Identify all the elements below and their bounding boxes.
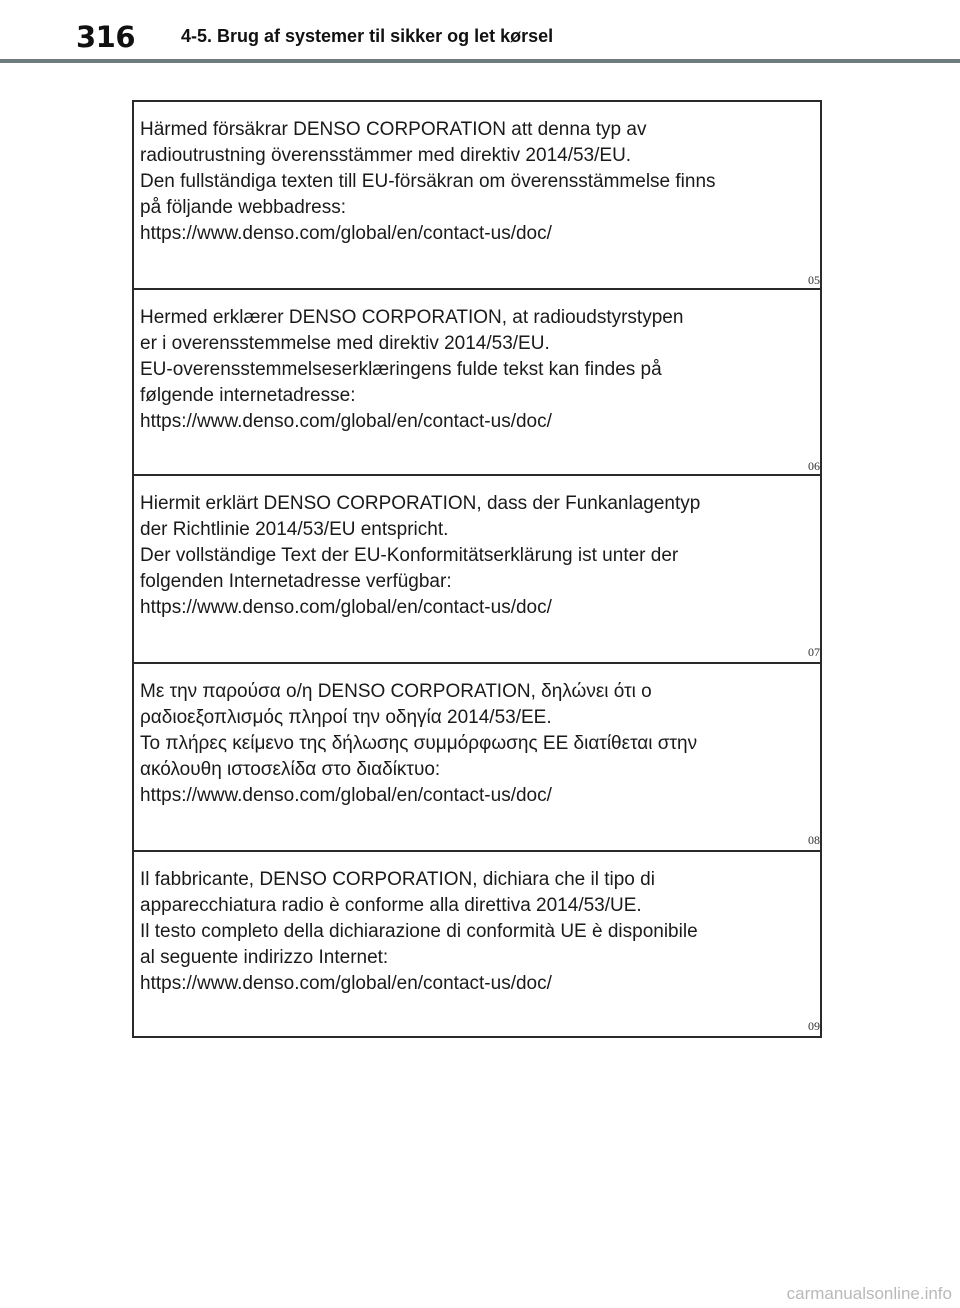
declaration-line: Der vollständige Text der EU-Konformitätserklärung ist unter der [140,545,679,566]
declaration-code: 07 [808,645,820,659]
declaration-text [140,491,810,621]
declaration-url: https://www.denso.com/global/en/contact-us/doc/ [140,597,552,618]
declaration-line: al seguente indirizzo Internet: [140,947,389,968]
declaration-line: apparecchiatura radio è conforme alla direttiva 2014/53/UE. [140,895,642,916]
declaration-box-danish [134,288,820,476]
declaration-url: https://www.denso.com/global/en/contact-us/doc/ [140,223,552,244]
declaration-line: radioutrustning överensstämmer med direktiv 2014/53/EU. [140,145,632,166]
declaration-code: 09 [808,1019,820,1033]
declaration-box-swedish [134,102,820,290]
declaration-url: https://www.denso.com/global/en/contact-us/doc/ [140,785,552,806]
declaration-box-italian [134,850,820,1036]
declarations-frame [132,100,822,1038]
declaration-line: Il fabbricante, DENSO CORPORATION, dichiara che il tipo di [140,869,655,890]
declaration-line: Hiermit erklärt DENSO CORPORATION, dass der Funkanlagentyp [140,493,701,514]
declaration-line: Το πλήρες κείμενο της δήλωσης συμμόρφωσης ΕΕ διατίθεται στην [140,733,698,754]
declaration-url: https://www.denso.com/global/en/contact-us/doc/ [140,411,552,432]
header-rule [0,59,960,63]
declaration-code: 06 [808,459,820,473]
declaration-text [140,117,810,247]
declaration-line: på följande webbadress: [140,197,346,218]
declaration-line: ακόλουθη ιστοσελίδα στο διαδίκτυο: [140,759,441,780]
declaration-code: 08 [808,833,820,847]
declaration-line: EU-overensstemmelseserklæringens fulde tekst kan findes på [140,359,662,380]
declaration-line: følgende internetadresse: [140,385,356,406]
declaration-line: Den fullständiga texten till EU-försäkran om överensstämmelse finns [140,171,716,192]
declaration-line: ραδιοεξοπλισμός πληροί την οδηγία 2014/53/ΕΕ. [140,707,552,728]
declaration-line: Härmed försäkrar DENSO CORPORATION att denna typ av [140,119,647,140]
declaration-text [140,305,810,435]
declaration-text [140,679,810,809]
watermark: carmanualsonline.info [786,1284,952,1303]
declaration-line: er i overensstemmelse med direktiv 2014/53/EU. [140,333,550,354]
declaration-line: folgenden Internetadresse verfügbar: [140,571,452,592]
page-number: 316 [76,20,136,54]
declaration-box-greek [134,662,820,850]
declaration-line: Hermed erklærer DENSO CORPORATION, at radioudstyrstypen [140,307,684,328]
declaration-box-german [134,474,820,662]
declaration-text [140,867,810,997]
declaration-line: der Richtlinie 2014/53/EU entspricht. [140,519,449,540]
declaration-line: Με την παρούσα ο/η DENSO CORPORATION, δηλώνει ότι ο [140,681,652,702]
declaration-code: 05 [808,273,820,287]
section-title: 4-5. Brug af systemer til sikker og let kørsel [181,26,554,46]
declaration-url: https://www.denso.com/global/en/contact-us/doc/ [140,973,552,994]
page-header [0,0,960,70]
declaration-line: Il testo completo della dichiarazione di conformità UE è disponibile [140,921,698,942]
